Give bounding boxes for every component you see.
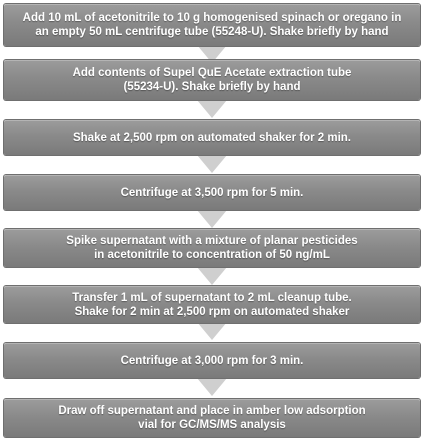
step-text-line: in acetonitrile to concentration of 50 ng/mL [94, 249, 330, 261]
arrow-down-icon [197, 322, 227, 340]
arrow-down-icon [197, 155, 227, 173]
step-box-7 [4, 343, 420, 378]
step-text-line: Shake for 2 min at 2,500 rpm on automated shaker [74, 305, 350, 318]
step-text-line: Centrifuge at 3,000 rpm for 3 min. [120, 354, 304, 367]
step-text-line: Draw off supernatant and place in amber low adsorption [58, 405, 366, 417]
step-text-line: Spike supernatant with a mixture of planar pesticides [66, 235, 358, 247]
step-text-line: Add 10 mL of acetonitrile to 10 g homogenised spinach or oregano in [22, 12, 402, 24]
step-box-2 [4, 60, 420, 100]
arrow-down-icon [197, 210, 227, 228]
step-text-line: vial for GC/MS/MS analysis [138, 419, 286, 431]
step-text-line: Shake at 2,500 rpm on automated shaker for 2 min. [72, 131, 351, 144]
step-box-6 [4, 286, 420, 323]
step-text-line: Add contents of Supel QuE Acetate extraction tube [72, 67, 352, 79]
step-text-line: an empty 50 mL centrifuge tube (55248-U). Shake briefly by hand [35, 26, 389, 38]
step-box-4 [4, 175, 420, 210]
step-text-line: Centrifuge at 3,500 rpm for 5 min. [120, 186, 304, 199]
step-text-line: Transfer 1 mL of supernatant to 2 mL cleanup tube. [72, 291, 352, 304]
arrow-down-icon [197, 267, 227, 285]
step-box-3 [4, 120, 420, 155]
step-box-5 [4, 229, 420, 267]
arrow-down-icon [197, 378, 227, 396]
arrow-down-icon [197, 100, 227, 118]
step-box-1 [4, 4, 420, 46]
step-text-line: (55234-U). Shake briefly by hand [123, 81, 301, 93]
step-box-8 [4, 399, 420, 437]
